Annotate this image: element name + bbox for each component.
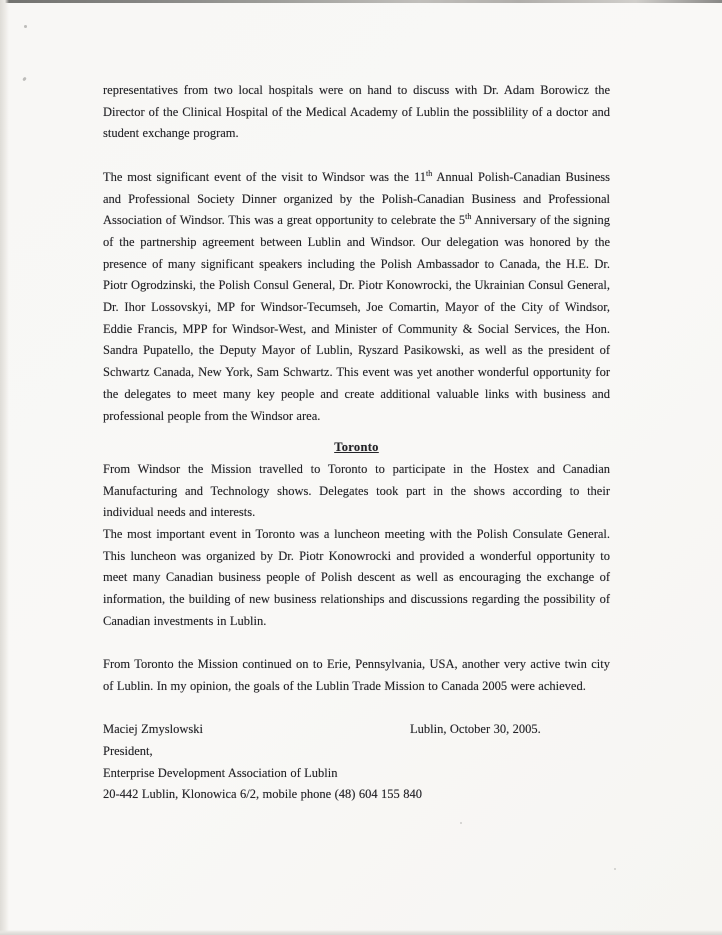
windsor-dinner-text-2: Annual Polish-Canadian Business and Professional Society Dinner organized by the Polish-Canadian Business and Professional Association of Windsor. This was a great opportunity to celebrate the 5 — [103, 169, 610, 228]
paragraph-toronto-shows: From Windsor the Mission travelled to Toronto to participate in the Hostex and Canadian Manufacturing and Technology shows. Delegates took part in the shows according to their individual needs and interests. — [103, 461, 610, 520]
scan-speckle — [460, 822, 462, 824]
windsor-dinner-text-3: Anniversary of the signing of the partnership agreement between Lublin and Windsor. Our delegation was honored by the presence of many significant speakers including the Polish Ambassador to Canada, the H.E. Dr. Piotr Ogrodzinski, the Polish Consul General, Dr. Piotr Konowrocki, the Ukrainian Consul General, Dr. Ihor Lossovskyi, MP for Windsor-Tecumseh, Joe Comartin, Mayor of the City of Windsor, Eddie Francis, MPP for Windsor-West, and Minister of Community & Social Services, the Hon. Sandra Pupatello, the Deputy Mayor of Lublin, Ryszard Pasikowski, as well as the president of Schwartz Canada, New York, Sam Schwartz. This event was yet another wonderful opportunity for the delegates to meet many key people and create additional valuable links with business and professional people from the Windsor area. — [103, 213, 610, 423]
signature-place-date: Lublin, October 30, 2005. — [410, 722, 541, 737]
windsor-dinner-text-1: The most significant event of the visit to Windsor was the 11 — [103, 169, 426, 184]
scan-speckle — [22, 77, 27, 82]
document-text-block — [103, 80, 610, 806]
superscript-th-5th: th — [465, 212, 472, 222]
signature-organization: Enterprise Development Association of Lublin — [103, 765, 338, 780]
superscript-th-11th: th — [426, 168, 433, 178]
signature-name-date-row — [103, 719, 610, 741]
paragraph-toronto-luncheon: The most important event in Toronto was a luncheon meeting with the Polish Consulate General. This luncheon was organized by Dr. Piotr Konowrocki and provided a wonderful opportunity to meet many Canadian business people of Polish descent as well as encouraging the exchange of information, the building of new business relationships and discussions regarding the possibility of Canadian investments in Lublin. — [103, 527, 610, 628]
scan-speckle — [24, 25, 27, 28]
signature-name: Maciej Zmyslowski — [103, 722, 203, 737]
paragraph-erie-closing: From Toronto the Mission continued on to Erie, Pennsylvania, USA, another very active twin city of Lublin. In my opinion, the goals of the Lublin Trade Mission to Canada 2005 were achieved. — [103, 657, 610, 693]
toronto-section-heading: Toronto — [334, 440, 379, 455]
scan-speckle — [614, 868, 616, 870]
paragraph-windsor-dinner — [103, 167, 610, 427]
signature-title: President, — [103, 744, 153, 759]
scan-edge-bottom — [0, 930, 722, 935]
scan-edge-left — [0, 0, 9, 935]
scan-edge-top — [0, 0, 722, 3]
signature-address-phone: 20-442 Lublin, Klonowica 6/2, mobile phone (48) 604 155 840 — [103, 787, 422, 802]
paragraph-hospitals-exchange: representatives from two local hospitals were on hand to discuss with Dr. Adam Borowicz the Director of the Clinical Hospital of the Medical Academy of Lublin the possiblility of a doctor and student exchange program. — [103, 83, 610, 141]
